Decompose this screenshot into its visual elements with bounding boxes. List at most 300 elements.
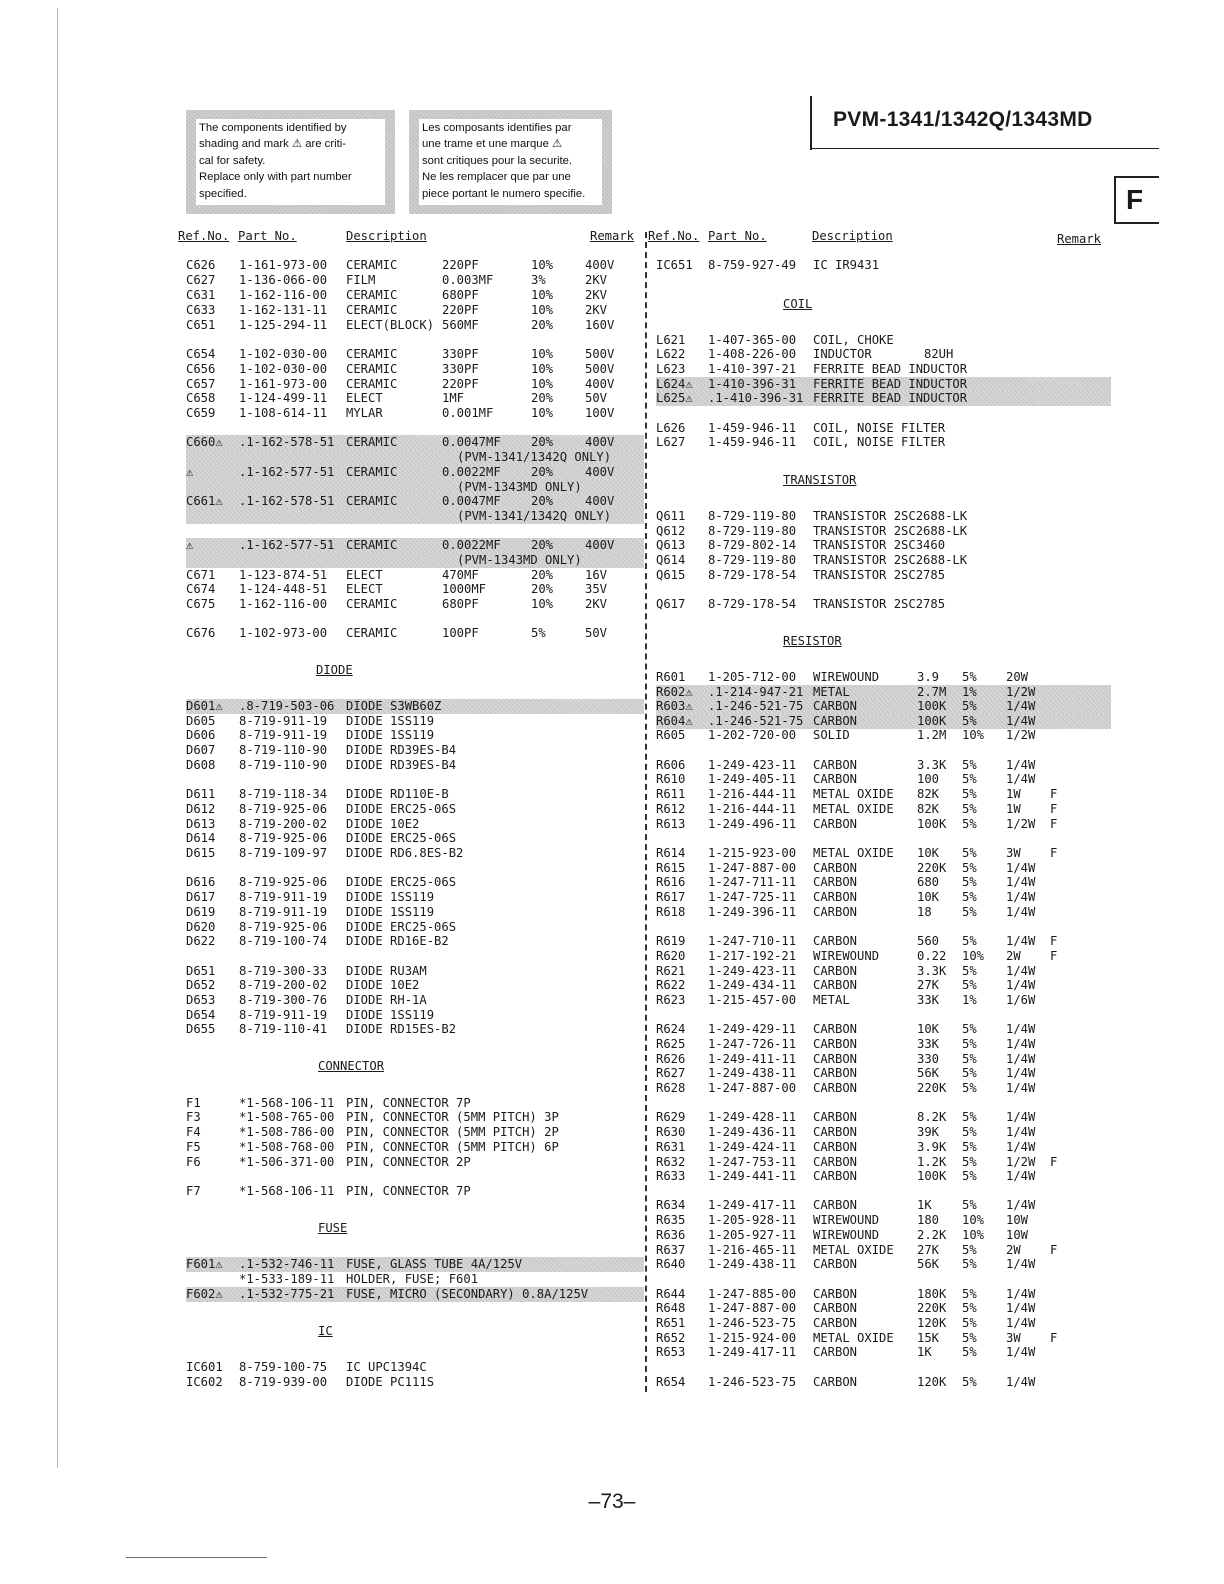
rating: 1/4W [1006,714,1036,728]
value: 100 [917,772,940,786]
value: 100K [917,699,947,713]
rating: 1/4W [1006,1169,1036,1183]
ref-number: C661⚠ [186,494,223,508]
value: 220K [917,1301,947,1315]
section-heading: IC [318,1324,333,1338]
part-number: *1-533-189-11 [239,1272,335,1286]
part-number: 8-719-911-19 [239,905,328,919]
table-row [656,553,1111,568]
model-note: (PVM-1341/1342Q ONLY) [457,450,612,464]
ref-number: F602⚠ [186,1287,223,1301]
table-row [186,582,644,597]
rating: 1/4W [1006,758,1036,772]
rating: 400V [585,258,615,272]
description: DIODE RD6.8ES-B2 [346,846,464,860]
description: CARBON [813,964,858,978]
tolerance: 10% [531,377,554,391]
rating: 10W [1006,1228,1029,1242]
part-number: 1-249-424-11 [708,1140,797,1154]
table-row [656,993,1111,1008]
value: 100K [917,1169,947,1183]
tolerance: 10% [531,258,554,272]
rating: 1/4W [1006,1375,1036,1389]
value: 0.0022MF [442,538,501,552]
column-divider [645,232,647,1392]
rating: 1/4W [1006,1287,1036,1301]
table-row [656,714,1111,729]
table-row [656,597,1111,612]
ref-number: D617 [186,890,216,904]
value: 1.2K [917,1155,947,1169]
part-number: 1-459-946-11 [708,421,797,435]
ref-number: R632 [656,1155,686,1169]
tolerance: 20% [531,538,554,552]
tolerance: 20% [531,391,554,405]
part-number: 8-719-911-19 [239,728,328,742]
rating: 10W [1006,1213,1029,1227]
ref-number: R625 [656,1037,686,1051]
description: DIODE ERC25-06S [346,920,457,934]
description: TRANSISTOR 2SC3460 [813,538,946,552]
ref-number: IC601 [186,1360,223,1374]
tolerance: 10% [962,1228,985,1242]
part-number: 8-719-200-02 [239,978,328,992]
description: PIN, CONNECTOR 7P [346,1096,471,1110]
rating: 1/2W [1006,728,1036,742]
section-heading: CONNECTOR [318,1059,385,1073]
description: MYLAR [346,406,383,420]
description: CERAMIC [346,258,398,272]
description: FILM [346,273,376,287]
table-row [656,964,1111,979]
rating: 1/4W [1006,934,1036,948]
ref-number: R615 [656,861,686,875]
description: CARBON [813,758,858,772]
tolerance: 20% [531,318,554,332]
tolerance: 10% [531,597,554,611]
tolerance: 20% [531,494,554,508]
table-row [656,1169,1111,1184]
value: 18 [917,905,932,919]
value: 330PF [442,347,479,361]
part-number: 8-759-100-75 [239,1360,328,1374]
description: DIODE 1SS119 [346,890,435,904]
tolerance: 5% [962,890,977,904]
ref-number: R654 [656,1375,686,1389]
ref-number: D651 [186,964,216,978]
tolerance: 5% [962,1301,977,1315]
table-row [186,978,644,993]
table-row [656,1316,1111,1331]
table-row [186,1272,644,1287]
tolerance: 5% [962,1140,977,1154]
description: CERAMIC [346,494,398,508]
table-row [656,1213,1111,1228]
table-row [656,1110,1111,1125]
value: 330PF [442,362,479,376]
part-number: .1-246-521-75 [708,699,804,713]
tolerance: 5% [962,1316,977,1330]
ref-number: R602⚠ [656,685,693,699]
table-row [186,699,644,714]
value: 3.9 [917,670,940,684]
table-row [656,1140,1111,1155]
tolerance: 5% [962,1198,977,1212]
table-row [656,1243,1111,1258]
header-rule [810,96,812,150]
tolerance: 5% [962,1081,977,1095]
value: 8.2K [917,1110,947,1124]
table-row [186,303,644,318]
notice-line: specified. [199,187,247,200]
rating: 500V [585,362,615,376]
part-number: .1-162-578-51 [239,435,335,449]
tolerance: 5% [962,905,977,919]
tolerance: 5% [962,1287,977,1301]
ref-number: D608 [186,758,216,772]
value: 39K [917,1125,940,1139]
value: 100K [917,714,947,728]
ref-number: R626 [656,1052,686,1066]
rating: 1/4W [1006,699,1036,713]
part-number: 8-719-200-02 [239,817,328,831]
ref-number: F5 [186,1140,201,1154]
ref-number: R653 [656,1345,686,1359]
part-number: 1-249-434-11 [708,978,797,992]
tolerance: 5% [962,1345,977,1359]
notice-line: cal for safety. [199,154,266,167]
value: 82UH [924,347,954,361]
part-number: 1-249-428-11 [708,1110,797,1124]
rating: 1W [1006,787,1021,801]
rating: 1/4W [1006,772,1036,786]
table-row [186,435,644,450]
part-number: 1-407-365-00 [708,333,797,347]
ref-number: L627 [656,435,686,449]
description: CARBON [813,1316,858,1330]
notice-line: Les composants identifies par [422,122,572,134]
rating: 1/4W [1006,905,1036,919]
description: CARBON [813,861,858,875]
description: CARBON [813,1169,858,1183]
ref-number: R611 [656,787,686,801]
ref-number: D607 [186,743,216,757]
description: DIODE ERC25-06S [346,831,457,845]
ref-number: R610 [656,772,686,786]
description: CARBON [813,1345,858,1359]
value: 27K [917,978,940,992]
remark: F [1050,846,1058,860]
tolerance: 5% [962,699,977,713]
ref-number: R604⚠ [656,714,693,728]
ref-number: ⚠ [186,538,194,552]
description: IC IR9431 [813,258,880,272]
description: CARBON [813,1022,858,1036]
part-number: 1-249-405-11 [708,772,797,786]
rating: 400V [585,377,615,391]
part-number: 1-162-131-11 [239,303,328,317]
ref-number: C671 [186,568,216,582]
table-row [186,890,644,905]
ref-number: D606 [186,728,216,742]
description: PIN, CONNECTOR 7P [346,1184,471,1198]
part-number: 8-719-911-19 [239,1008,328,1022]
description: ELECT [346,391,383,405]
table-row [656,728,1111,743]
description: CERAMIC [346,465,398,479]
table-row [186,1360,644,1375]
table-row [186,347,644,362]
tolerance: 5% [962,934,977,948]
table-row [186,1184,644,1199]
description: DIODE 10E2 [346,817,420,831]
part-number: 8-719-110-41 [239,1022,328,1036]
part-number: .1-246-521-75 [708,714,804,728]
rating: 3W [1006,1331,1021,1345]
ref-number: C626 [186,258,216,272]
value: 1MF [442,391,465,405]
table-row [186,1125,644,1140]
value: 27K [917,1243,940,1257]
part-number: .1-162-578-51 [239,494,335,508]
description: CERAMIC [346,538,398,552]
table-row [656,670,1111,685]
description: CERAMIC [346,626,398,640]
description: CARBON [813,1081,858,1095]
notice-line: shading and mark ⚠ are criti- [199,138,347,151]
table-row [186,509,644,524]
description: CARBON [813,1375,858,1389]
section-heading: RESISTOR [783,634,842,648]
description: FUSE, MICRO (SECONDARY) 0.8A/125V [346,1287,589,1301]
description: DIODE RD16E-B2 [346,934,449,948]
rating: 50V [585,626,608,640]
description: DIODE 1SS119 [346,905,435,919]
part-number: 8-719-911-19 [239,890,328,904]
part-number: 1-202-720-00 [708,728,797,742]
ref-number: F6 [186,1155,201,1169]
rating: 20W [1006,670,1029,684]
table-row [186,787,644,802]
tolerance: 5% [962,1257,977,1271]
ref-number: L626 [656,421,686,435]
part-number: 1-410-396-31 [708,377,797,391]
rating: 1/4W [1006,978,1036,992]
part-number: 8-719-100-74 [239,934,328,948]
table-row [186,480,644,495]
description: IC UPC1394C [346,1360,427,1374]
table-row [186,920,644,935]
part-number: 1-102-030-00 [239,347,328,361]
table-row [656,949,1111,964]
description: CARBON [813,1198,858,1212]
tolerance: 20% [531,435,554,449]
table-row [186,714,644,729]
part-number: 8-719-300-33 [239,964,328,978]
description: METAL OXIDE [813,787,894,801]
value: 3.3K [917,964,947,978]
ref-number: R634 [656,1198,686,1212]
description: WIREWOUND [813,949,880,963]
table-row [186,905,644,920]
value: 15K [917,1331,940,1345]
ref-number: L621 [656,333,686,347]
tolerance: 5% [962,1375,977,1389]
rating: 400V [585,494,615,508]
part-number: .1-410-396-31 [708,391,804,405]
table-row [656,1155,1111,1170]
part-number: .8-719-503-06 [239,699,335,713]
ref-number: D614 [186,831,216,845]
ref-number: IC651 [656,258,693,272]
section-heading: TRANSISTOR [783,473,857,487]
table-row [656,685,1111,700]
ref-number: R606 [656,758,686,772]
ref-number: R622 [656,978,686,992]
notice-line: The components identified by [199,122,347,134]
remark: F [1050,1155,1058,1169]
table-row [656,509,1111,524]
part-number: 8-729-119-80 [708,553,797,567]
table-row [656,802,1111,817]
ref-number: R603⚠ [656,699,693,713]
remark: F [1050,1331,1058,1345]
part-number: 1-161-973-00 [239,258,328,272]
value: 680PF [442,288,479,302]
rating: 1/4W [1006,1125,1036,1139]
part-number: 1-249-417-11 [708,1198,797,1212]
table-row [186,1096,644,1111]
value: 33K [917,993,940,1007]
description: DIODE PC111S [346,1375,435,1389]
col-part-right: Part No. [708,229,767,243]
ref-number: C651 [186,318,216,332]
value: 1K [917,1345,932,1359]
ref-number: C633 [186,303,216,317]
ref-number: D654 [186,1008,216,1022]
part-number: 1-102-030-00 [239,362,328,376]
ref-number: R624 [656,1022,686,1036]
tolerance: 10% [962,1213,985,1227]
rating: 1/4W [1006,1081,1036,1095]
part-number: *1-508-765-00 [239,1110,335,1124]
ref-number: R621 [656,964,686,978]
table-row [656,861,1111,876]
ref-number: C656 [186,362,216,376]
description: DIODE RD39ES-B4 [346,743,457,757]
part-number: 1-249-411-11 [708,1052,797,1066]
table-row [656,772,1111,787]
remark: F [1050,787,1058,801]
tolerance: 5% [962,817,977,831]
ref-number: C676 [186,626,216,640]
part-number: 1-217-192-21 [708,949,797,963]
notice-line: piece portant le numero specifie. [422,187,586,200]
description: ELECT [346,568,383,582]
value: 82K [917,802,940,816]
part-number: .1-532-775-21 [239,1287,335,1301]
table-row [656,524,1111,539]
ref-number: Q615 [656,568,686,582]
value: 1.2M [917,728,947,742]
value: 10K [917,1022,940,1036]
col-part-left: Part No. [238,229,297,243]
rating: 1/4W [1006,1052,1036,1066]
tolerance: 5% [962,875,977,889]
tolerance: 10% [531,406,554,420]
rating: 1/4W [1006,1198,1036,1212]
col-remark-right: Remark [1057,232,1102,246]
part-number: 8-719-109-97 [239,846,328,860]
value: 56K [917,1257,940,1271]
table-row [186,1140,644,1155]
table-row [656,391,1111,406]
rating: 2KV [585,288,608,302]
part-number: 1-247-887-00 [708,1081,797,1095]
tolerance: 5% [962,1022,977,1036]
model-note: (PVM-1343MD ONLY) [457,480,582,494]
ref-number: R627 [656,1066,686,1080]
table-row [656,1066,1111,1081]
col-ref-left: Ref.No. [178,229,230,243]
table-row [186,494,644,509]
table-row [656,347,1111,362]
col-ref-right: Ref.No. [648,229,700,243]
table-row [656,758,1111,773]
table-row [656,905,1111,920]
rating: 100V [585,406,615,420]
col-desc-left: Description [346,229,427,243]
model-title: PVM-1341/1342Q/1343MD [833,108,1093,131]
part-number: 8-719-300-76 [239,993,328,1007]
part-number: 1-249-436-11 [708,1125,797,1139]
part-number: 1-215-457-00 [708,993,797,1007]
ref-number: R630 [656,1125,686,1139]
ref-number: C654 [186,347,216,361]
rating: 1/4W [1006,1140,1036,1154]
rating: 50V [585,391,608,405]
table-row [656,362,1111,377]
part-number: 1-162-116-00 [239,597,328,611]
rating: 1/4W [1006,1022,1036,1036]
rating: 1/4W [1006,875,1036,889]
ref-number: R651 [656,1316,686,1330]
description: TRANSISTOR 2SC2688-LK [813,509,968,523]
col-remark-left: Remark [590,229,635,243]
table-row [656,1375,1111,1390]
table-row [656,1301,1111,1316]
part-number: *1-506-371-00 [239,1155,335,1169]
ref-number: R613 [656,817,686,831]
table-row [186,538,644,553]
part-number: 1-459-946-11 [708,435,797,449]
description: DIODE RD15ES-B2 [346,1022,457,1036]
description: DIODE 1SS119 [346,1008,435,1022]
part-number: *1-508-786-00 [239,1125,335,1139]
rating: 2W [1006,949,1021,963]
model-note: (PVM-1343MD ONLY) [457,553,582,567]
ref-number: L622 [656,347,686,361]
description: CARBON [813,1037,858,1051]
description: DIODE 1SS119 [346,714,435,728]
part-number: 1-246-523-75 [708,1316,797,1330]
part-number: 1-247-887-00 [708,1301,797,1315]
tolerance: 5% [962,1110,977,1124]
ref-number: IC602 [186,1375,223,1389]
part-number: 1-249-417-11 [708,1345,797,1359]
description: CARBON [813,772,858,786]
part-number: *1-568-106-11 [239,1096,335,1110]
